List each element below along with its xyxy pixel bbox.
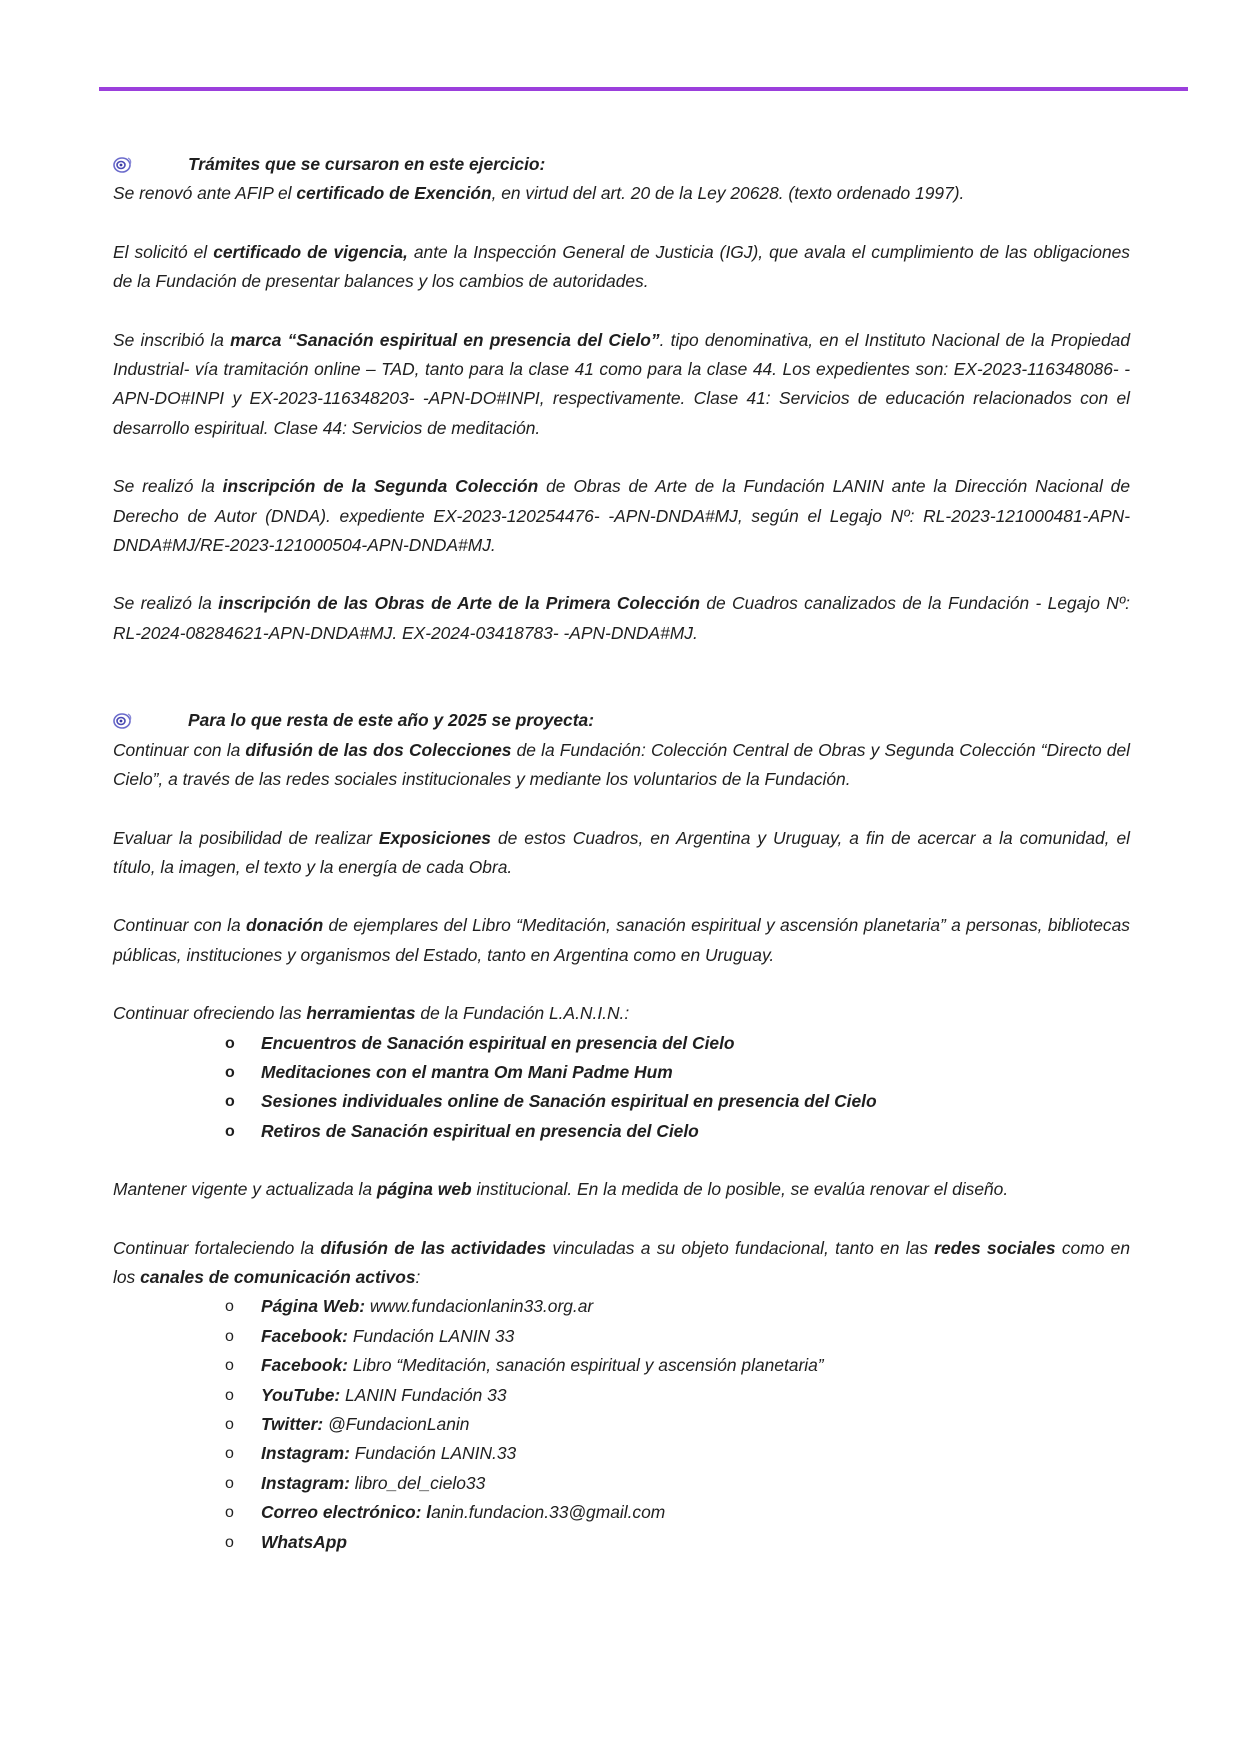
section-heading-tramites	[113, 150, 1130, 179]
circle-bullet-icon: o	[225, 1063, 235, 1081]
paragraph-marca: Se inscribió la marca “Sanación espiritual en presencia del Cielo”. tipo denominativa, en el Instituto Nacional de la Propiedad Industrial- vía tramitación online – TAD, tanto para la clase 41 como para la clase 44. Los expedientes son: EX-2023-116348086- -APN-DO#INPI y EX-2023-116348203- -APN-DO#INPI, respectivamente. Clase 41: Servicios de educación relacionados con el desarrollo espiritual. Clase 44: Servicios de meditación.	[113, 329, 1130, 438]
circle-bullet-icon: o	[225, 1122, 235, 1140]
section-heading-text: Para lo que resta de este año y 2025 se proyecta:	[188, 710, 594, 731]
channel-item-facebook-libro: o Facebook: Libro “Meditación, sanación espiritual y ascensión planetaria”	[225, 1351, 1130, 1380]
circle-bullet-icon: o	[225, 1416, 234, 1433]
tools-list	[113, 1029, 1130, 1147]
circle-bullet-icon: o	[225, 1327, 234, 1345]
paragraph-difusion-actividades: Continuar fortaleciendo la difusión de las actividades vinculadas a su objeto fundacional, tanto en las redes sociales como en los canales de comunicación activos:	[113, 1237, 1130, 1287]
circle-bullet-icon: o	[225, 1093, 235, 1111]
channel-item-email: o Correo electrónico: lanin.fundacion.33@gmail.com	[225, 1498, 1130, 1527]
channels-list	[113, 1292, 1130, 1557]
paragraph-pagina-web: Mantener vigente y actualizada la página web institucional. En la medida de lo posible, se evalúa renovar el diseño.	[113, 1179, 1009, 1200]
channel-item-web: o Página Web: www.fundacionlanin33.org.ar	[225, 1292, 1130, 1321]
circle-bullet-icon: o	[225, 1386, 234, 1404]
circle-bullet-icon: o	[225, 1445, 234, 1463]
channel-item-twitter: o Twitter: @FundacionLanin	[225, 1410, 1130, 1439]
swirl-bullet-icon	[113, 712, 133, 730]
paragraph-igj: El solicitó el certificado de vigencia, ante la Inspección General de Justicia (IGJ), que avala el cumplimiento de las obligaciones de la Fundación de presentar balances y los cambios de autoridades.	[113, 241, 1130, 292]
paragraph-herramientas: Continuar ofreciendo las herramientas de la Fundación L.A.N.I.N.:	[113, 1003, 630, 1024]
list-item: o Retiros de Sanación espiritual en presencia del Cielo	[225, 1117, 1130, 1146]
list-item: o Meditaciones con el mantra Om Mani Padme Hum	[225, 1058, 1130, 1087]
channel-item-youtube: o YouTube: LANIN Fundación 33	[225, 1381, 1130, 1410]
channel-item-facebook: o Facebook: Fundación LANIN 33	[225, 1322, 1130, 1351]
paragraph-exposiciones: Evaluar la posibilidad de realizar Exposiciones de estos Cuadros, en Argentina y Uruguay, a fin de acercar a la comunidad, el título, la imagen, el texto y la energía de cada Obra.	[113, 827, 1130, 877]
channel-item-instagram: o Instagram: Fundación LANIN.33	[225, 1439, 1130, 1468]
circle-bullet-icon: o	[225, 1474, 234, 1492]
paragraph-afip: Se renovó ante AFIP el certificado de Exención, en virtud del art. 20 de la Ley 20628. (texto ordenado 1997).	[113, 183, 965, 204]
circle-bullet-icon: o	[225, 1533, 234, 1551]
channel-item-whatsapp: o WhatsApp	[225, 1528, 1130, 1557]
circle-bullet-icon: o	[225, 1034, 235, 1052]
paragraph-primera-coleccion: Se realizó la inscripción de las Obras de Arte de la Primera Colección de Cuadros canalizados de la Fundación - Legajo Nº: RL-2024-08284621-APN-DNDA#MJ. EX-2024-03418783- -APN-DNDA#MJ.	[113, 593, 1130, 643]
circle-bullet-icon: o	[225, 1504, 234, 1522]
paragraph-segunda-coleccion: Se realizó la inscripción de la Segunda Colección de Obras de Arte de la Fundación LANIN ante la Dirección Nacional de Derecho de Autor (DNDA). expediente EX-2023-120254476- -APN-DNDA#MJ, según el Legajo Nº: RL-2023-121000481-APN-DNDA#MJ/RE-2023-121000504-APN-DNDA#MJ.	[113, 476, 1131, 556]
header-rule	[99, 87, 1188, 91]
section-heading-text: Trámites que se cursaron en este ejercicio:	[188, 154, 546, 174]
paragraph-donacion: Continuar con la donación de ejemplares del Libro “Meditación, sanación espiritual y ascensión planetaria” a personas, bibliotecas públicas, instituciones y organismos del Estado, tanto en Argentina como en Uruguay.	[113, 915, 1130, 965]
document-body	[113, 150, 1130, 1557]
list-item: o Sesiones individuales online de Sanación espiritual en presencia del Cielo	[225, 1087, 1130, 1116]
list-item: o Encuentros de Sanación espiritual en presencia del Cielo	[225, 1029, 1130, 1058]
section-heading-proyecta	[113, 706, 1130, 735]
circle-bullet-icon: o	[225, 1298, 234, 1316]
swirl-bullet-icon	[113, 156, 133, 174]
channel-item-instagram-libro: o Instagram: libro_del_cielo33	[225, 1469, 1130, 1498]
paragraph-difusion-colecciones: Continuar con la difusión de las dos Colecciones de la Fundación: Colección Central de Obras y Segunda Colección “Directo del Cielo”, a través de las redes sociales institucionales y mediante los voluntarios de la Fundación.	[113, 739, 1130, 790]
circle-bullet-icon: o	[225, 1357, 234, 1375]
